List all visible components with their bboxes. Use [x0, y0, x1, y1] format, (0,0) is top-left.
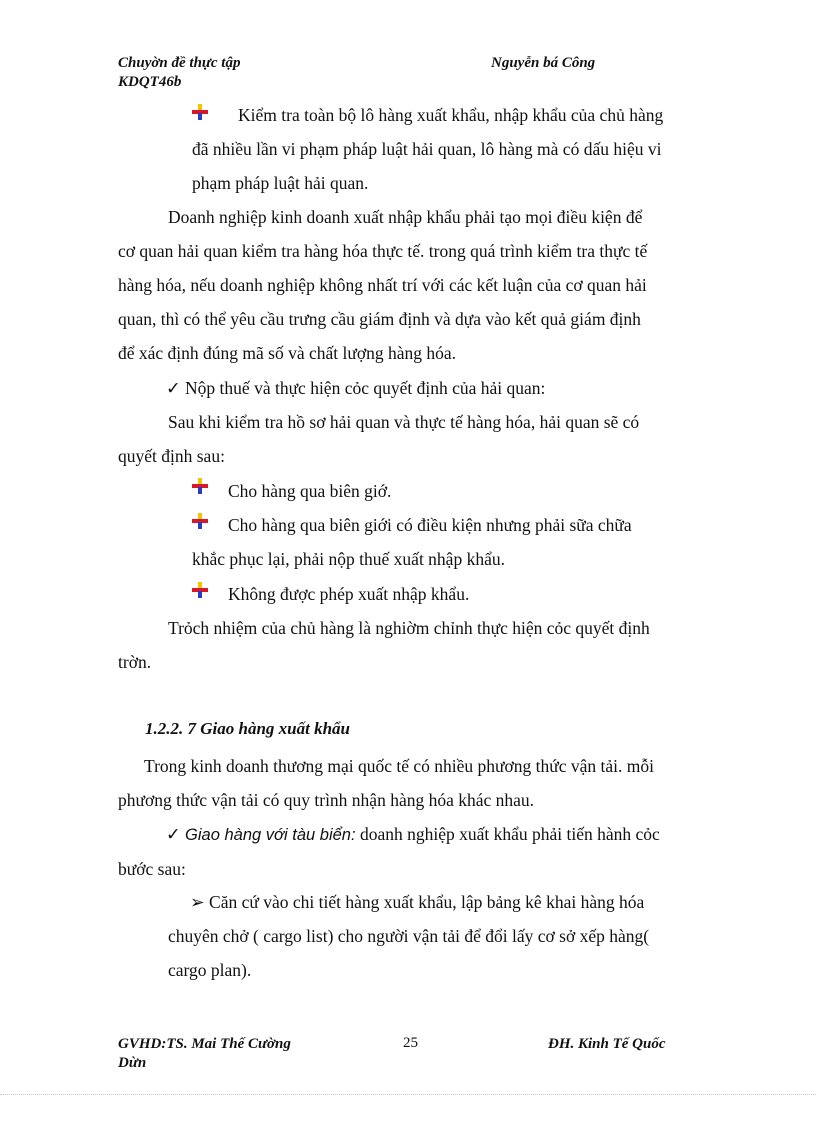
paragraph-customs-decision: Sau khi kiểm tra hồ sơ hải quan và thực tế hàng hóa, hải quan sẽ có quyết định sau:	[118, 412, 640, 466]
footer-university: ĐH. Kinh Tế Quốc	[548, 1036, 666, 1052]
footer-advisor-cont: Dừn	[118, 1055, 147, 1071]
header-title: Chuyờn đề thực tập	[118, 55, 241, 71]
bullet-not-allowed: Không được phép xuất nhập khẩu.	[228, 584, 470, 604]
arrow-item-cargo-list: ➢ Căn cứ vào chi tiết hàng xuất khẩu, lập bảng kê khai hàng hóa chuyên chở ( cargo list) cho người vận tải để đổi lấy cơ sở xếp hàng( cargo plan).	[168, 892, 650, 980]
page-bottom-divider	[0, 1094, 816, 1095]
paragraph-transport-methods: Trong kinh doanh thương mại quốc tế có nhiều phương thức vận tải. mỗi phương thức vận tải có quy trình nhận hàng hóa khác nhau.	[118, 756, 655, 810]
header-author: Nguyễn bá Công	[491, 55, 596, 71]
section-heading: 1.2.2. 7 Giao hàng xuất khẩu	[145, 719, 350, 738]
paragraph-enterprise-conditions: Doanh nghiệp kinh doanh xuất nhập khẩu phải tạo mọi điều kiện để cơ quan hải quan kiểm tra hàng hóa thực tế. trong quá trình kiểm tra thực tế hàng hóa, nếu doanh nghiệp không nhất trí với các kết luận của cơ quan hải quan, thì có thể yêu cầu trưng cầu giám định và dựa vào kết quả giám định để xác định đúng mã số và chất lượng hàng hóa.	[118, 207, 648, 363]
arrow-icon: ➢	[190, 892, 205, 912]
bullet-conditional: Cho hàng qua biên giới có điều kiện nhưng phải sữa chữa khắc phục lại, phải nộp thuế xuất nhập khẩu.	[192, 515, 632, 569]
header-left	[118, 54, 240, 92]
header-class: KDQT46b	[118, 74, 182, 90]
paragraph-owner-responsibility: Trỏch nhiệm của chủ hàng là nghiờm chỉnh thực hiện cỏc quyết định trờn.	[118, 618, 650, 672]
check-item-tax: ✓ Nộp thuế và thực hiện cỏc quyết định của hải quan:	[166, 378, 546, 398]
bullet-cross-border: Cho hàng qua biên giớ.	[228, 481, 392, 501]
check-item-sea-delivery: ✓ Giao hàng với tàu biển: doanh nghiệp xuất khẩu phải tiến hành cỏc bước sau:	[118, 824, 660, 879]
bullet-cross-icon	[192, 478, 208, 499]
page-number: 25	[403, 1035, 418, 1051]
check-icon: ✓	[166, 824, 181, 844]
bullet-cross-icon	[192, 582, 208, 603]
check-icon: ✓	[166, 378, 181, 398]
footer-advisor: GVHD:TS. Mai Thế Cường	[118, 1036, 291, 1052]
footer-left	[118, 1035, 291, 1073]
bullet-inspection: Kiểm tra toàn bộ lô hàng xuất khẩu, nhập khẩu của chủ hàng đã nhiều lần vi phạm pháp luật hải quan, lô hàng mà có dấu hiệu vi phạm pháp luật hải quan.	[192, 105, 664, 193]
